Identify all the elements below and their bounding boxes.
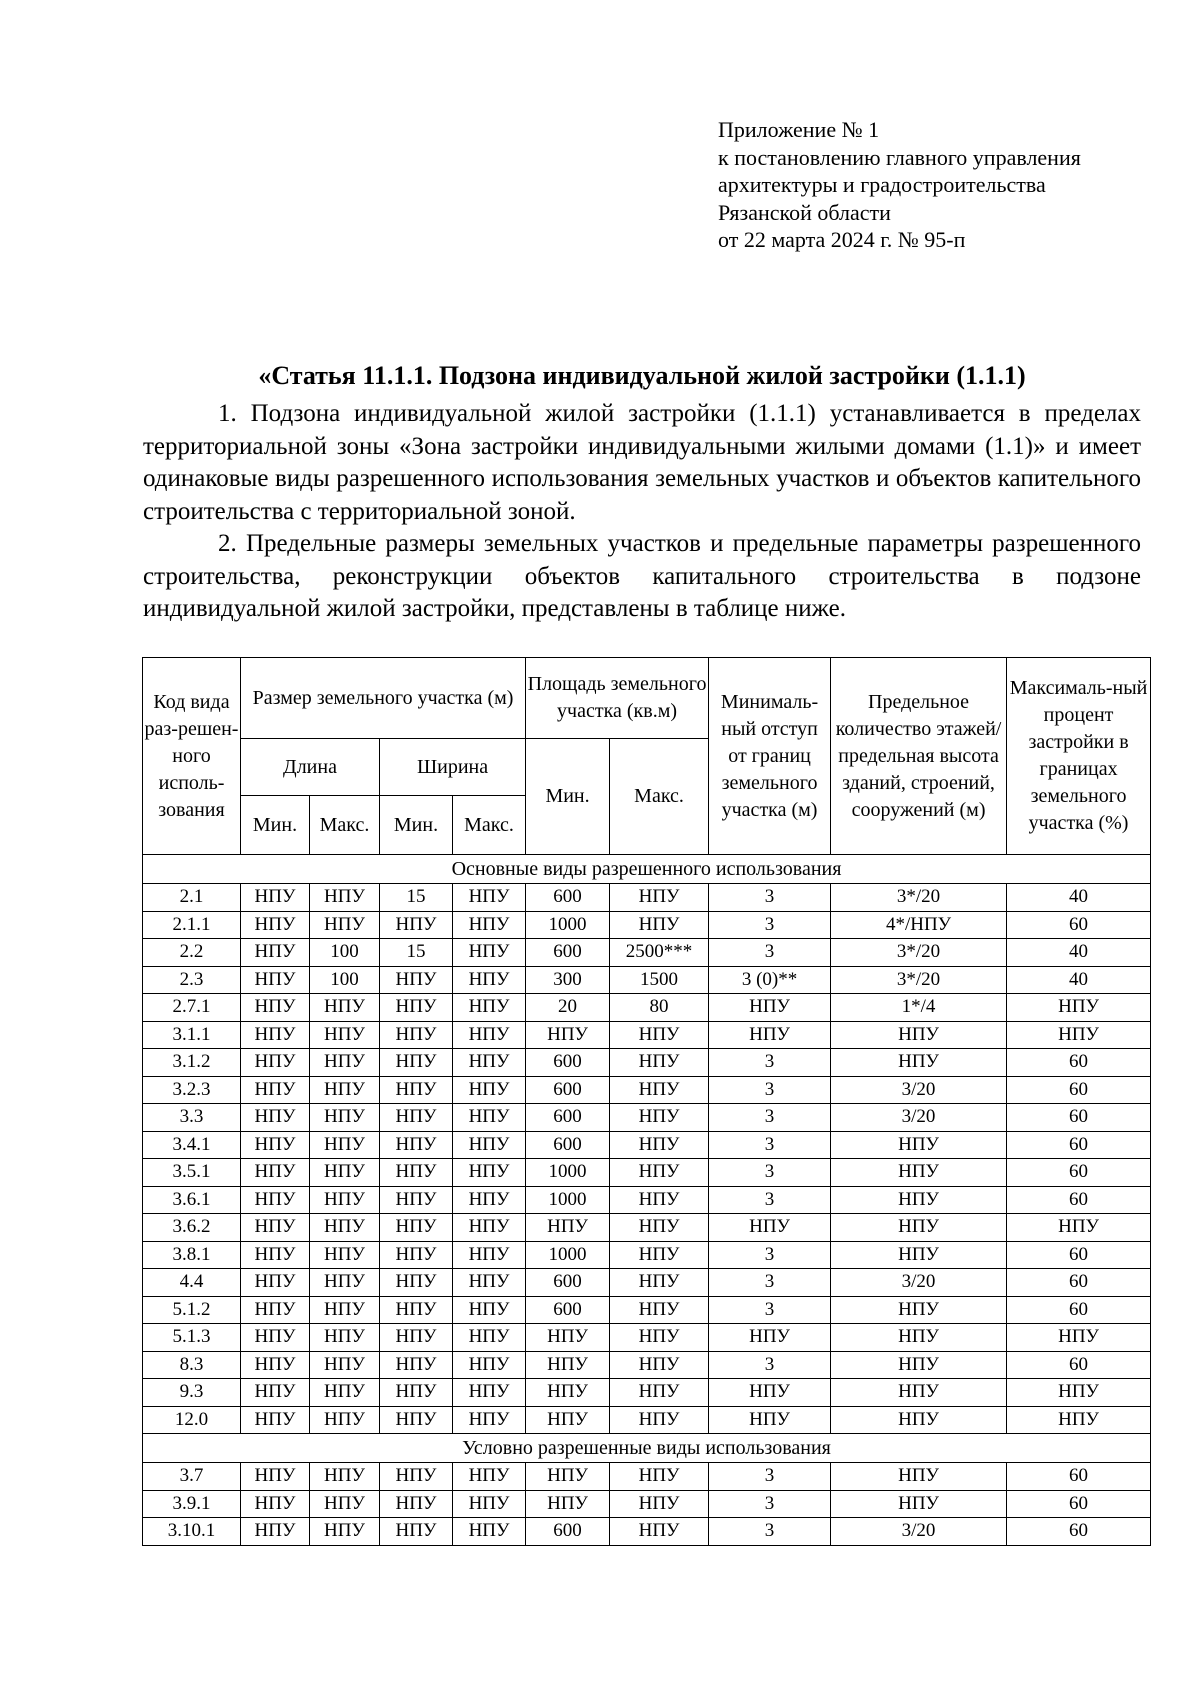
table-cell: НПУ <box>241 994 310 1022</box>
table-cell: НПУ <box>831 1296 1007 1324</box>
table-cell: НПУ <box>831 1131 1007 1159</box>
table-cell: НПУ <box>241 1131 310 1159</box>
table-cell: НПУ <box>241 1214 310 1242</box>
header-setback: Минималь-ный отступ от границ земельного участка (м) <box>709 658 831 855</box>
table-cell: НПУ <box>610 1104 709 1132</box>
table-row <box>143 1406 1151 1434</box>
table-cell: 3 <box>709 1518 831 1546</box>
table-cell: 600 <box>526 1131 610 1159</box>
table-cell: НПУ <box>610 1049 709 1077</box>
table-cell: НПУ <box>310 1379 380 1407</box>
row-code-cell: 2.1 <box>143 884 241 912</box>
table-cell: НПУ <box>610 911 709 939</box>
table-cell: 1000 <box>526 1186 610 1214</box>
table-cell: НПУ <box>310 1463 380 1491</box>
table-cell: НПУ <box>610 1241 709 1269</box>
section-row <box>143 855 1151 884</box>
table-cell: НПУ <box>380 1490 453 1518</box>
table-cell: 3 <box>709 1131 831 1159</box>
table-cell: 600 <box>526 939 610 967</box>
table-cell: НПУ <box>610 1076 709 1104</box>
table-cell: НПУ <box>526 1490 610 1518</box>
table-cell: НПУ <box>241 1490 310 1518</box>
table-cell: НПУ <box>610 1186 709 1214</box>
table-cell: НПУ <box>610 1214 709 1242</box>
table-cell: НПУ <box>380 1296 453 1324</box>
table-cell: 3 <box>709 911 831 939</box>
table-cell: НПУ <box>526 1324 610 1352</box>
table-cell: 4*/НПУ <box>831 911 1007 939</box>
table-cell: 3 <box>709 1241 831 1269</box>
table-cell: НПУ <box>380 1351 453 1379</box>
table-cell: НПУ <box>709 1021 831 1049</box>
article-body <box>143 398 1141 626</box>
header-length-min: Мин. <box>241 796 310 855</box>
table-cell: НПУ <box>453 1241 526 1269</box>
table-row <box>143 1518 1151 1546</box>
section-row <box>143 1434 1151 1463</box>
table-cell: НПУ <box>380 1269 453 1297</box>
table-cell: НПУ <box>610 1518 709 1546</box>
table-cell: НПУ <box>831 1214 1007 1242</box>
header-length-max: Макс. <box>310 796 380 855</box>
table-row <box>143 1104 1151 1132</box>
table-cell: НПУ <box>709 994 831 1022</box>
table-row <box>143 1463 1151 1491</box>
row-code-cell: 5.1.3 <box>143 1324 241 1352</box>
table-cell: НПУ <box>831 1351 1007 1379</box>
table-cell: 60 <box>1007 1049 1151 1077</box>
table-row <box>143 1214 1151 1242</box>
table-cell: 600 <box>526 884 610 912</box>
table-cell: 2500*** <box>610 939 709 967</box>
table-cell: НПУ <box>310 1214 380 1242</box>
table-cell: 3 <box>709 1049 831 1077</box>
table-row <box>143 1351 1151 1379</box>
table-row <box>143 1131 1151 1159</box>
table-cell: 600 <box>526 1296 610 1324</box>
table-cell: 3/20 <box>831 1269 1007 1297</box>
table-cell: НПУ <box>453 1131 526 1159</box>
table-cell: 60 <box>1007 1296 1151 1324</box>
table-cell: НПУ <box>610 1463 709 1491</box>
table-cell: НПУ <box>241 884 310 912</box>
table-cell: 1000 <box>526 911 610 939</box>
row-code-cell: 2.2 <box>143 939 241 967</box>
section-title: Условно разрешенные виды использования <box>143 1434 1151 1463</box>
table-cell: НПУ <box>380 1463 453 1491</box>
table-cell: НПУ <box>831 1324 1007 1352</box>
paragraph-1: 1. Подзона индивидуальной жилой застройки (1.1.1) устанавливается в пределах территориальной зоны «Зона застройки индивидуальными жилыми домами (1.1)» и имеет одинаковые виды разрешенного использования земельных участков и объектов капительного строительства с территориальной зоной. <box>143 400 1141 525</box>
table-row <box>143 1159 1151 1187</box>
table-cell: НПУ <box>610 1351 709 1379</box>
table-cell: НПУ <box>1007 1406 1151 1434</box>
table-row <box>143 1049 1151 1077</box>
section-title: Основные виды разрешенного использования <box>143 855 1151 884</box>
table-cell: НПУ <box>453 1076 526 1104</box>
header-coverage: Максималь-ный процент застройки в границах земельного участка (%) <box>1007 658 1151 855</box>
table-cell: 3 <box>709 1186 831 1214</box>
table-body <box>143 855 1151 1546</box>
table-cell: НПУ <box>310 1049 380 1077</box>
table-cell: НПУ <box>1007 1214 1151 1242</box>
table-row <box>143 1296 1151 1324</box>
row-code-cell: 2.3 <box>143 966 241 994</box>
table-cell: 600 <box>526 1049 610 1077</box>
table-cell: НПУ <box>610 1490 709 1518</box>
row-code-cell: 3.8.1 <box>143 1241 241 1269</box>
table-cell: 3*/20 <box>831 966 1007 994</box>
table-cell: НПУ <box>526 1379 610 1407</box>
table-cell: НПУ <box>526 1463 610 1491</box>
table-cell: 3/20 <box>831 1104 1007 1132</box>
table-cell: НПУ <box>380 1021 453 1049</box>
table-cell: НПУ <box>380 1049 453 1077</box>
table-cell: НПУ <box>241 1021 310 1049</box>
table-row <box>143 966 1151 994</box>
table-cell: НПУ <box>453 1406 526 1434</box>
table-cell: НПУ <box>310 1324 380 1352</box>
table-cell: 40 <box>1007 966 1151 994</box>
table-cell: 3 <box>709 1104 831 1132</box>
table-cell: НПУ <box>453 1021 526 1049</box>
table-cell: НПУ <box>709 1379 831 1407</box>
table-cell: 60 <box>1007 1159 1151 1187</box>
row-code-cell: 8.3 <box>143 1351 241 1379</box>
table-cell: НПУ <box>380 1518 453 1546</box>
table-cell: НПУ <box>241 1379 310 1407</box>
table-cell: НПУ <box>241 1406 310 1434</box>
row-code-cell: 9.3 <box>143 1379 241 1407</box>
table-row <box>143 1076 1151 1104</box>
appendix-block <box>718 116 1081 254</box>
table-cell: НПУ <box>380 1159 453 1187</box>
table-cell: 15 <box>380 884 453 912</box>
table-cell: НПУ <box>831 1490 1007 1518</box>
table-cell: НПУ <box>526 1406 610 1434</box>
header-plot-size: Размер земельного участка (м) <box>241 658 526 739</box>
table-cell: 3 <box>709 1159 831 1187</box>
header-area: Площадь земельного участка (кв.м) <box>526 658 709 739</box>
table-cell: 600 <box>526 1269 610 1297</box>
table-cell: НПУ <box>241 939 310 967</box>
table-cell: НПУ <box>241 1269 310 1297</box>
table-row <box>143 939 1151 967</box>
table-cell: НПУ <box>380 1379 453 1407</box>
table-cell: 3 <box>709 884 831 912</box>
table-cell: НПУ <box>1007 1379 1151 1407</box>
table-cell: 3 (0)** <box>709 966 831 994</box>
table-cell: НПУ <box>526 1021 610 1049</box>
table-cell: НПУ <box>310 1131 380 1159</box>
table-cell: НПУ <box>310 1159 380 1187</box>
row-code-cell: 5.1.2 <box>143 1296 241 1324</box>
table-cell: 40 <box>1007 884 1151 912</box>
table-cell: НПУ <box>453 1324 526 1352</box>
header-area-max: Макс. <box>610 739 709 855</box>
table-cell: НПУ <box>241 1463 310 1491</box>
table-cell: НПУ <box>831 1049 1007 1077</box>
row-code-cell: 3.3 <box>143 1104 241 1132</box>
table-cell: НПУ <box>310 1296 380 1324</box>
header-length: Длина <box>241 739 380 796</box>
table-cell: НПУ <box>380 994 453 1022</box>
row-code-cell: 12.0 <box>143 1406 241 1434</box>
table-cell: НПУ <box>831 1241 1007 1269</box>
table-cell: 1000 <box>526 1159 610 1187</box>
table-cell: НПУ <box>453 1490 526 1518</box>
table-cell: 3*/20 <box>831 884 1007 912</box>
table-cell: 60 <box>1007 1269 1151 1297</box>
table-cell: НПУ <box>453 1104 526 1132</box>
row-code-cell: 3.9.1 <box>143 1490 241 1518</box>
table-cell: 60 <box>1007 1076 1151 1104</box>
table-cell: НПУ <box>831 1159 1007 1187</box>
table-cell: 20 <box>526 994 610 1022</box>
table-cell: НПУ <box>310 1104 380 1132</box>
table-cell: 60 <box>1007 911 1151 939</box>
row-code-cell: 3.5.1 <box>143 1159 241 1187</box>
table-row <box>143 1186 1151 1214</box>
table-cell: НПУ <box>310 1490 380 1518</box>
table-cell: НПУ <box>380 1214 453 1242</box>
row-code-cell: 4.4 <box>143 1269 241 1297</box>
table-cell: НПУ <box>453 1463 526 1491</box>
table-row <box>143 1490 1151 1518</box>
table-cell: НПУ <box>380 1324 453 1352</box>
appendix-line: от 22 марта 2024 г. № 95-п <box>718 227 966 252</box>
table-cell: 100 <box>310 939 380 967</box>
table-cell: 60 <box>1007 1463 1151 1491</box>
table-row <box>143 1021 1151 1049</box>
table-cell: НПУ <box>310 1076 380 1104</box>
table-cell: НПУ <box>610 1296 709 1324</box>
table-cell: НПУ <box>453 939 526 967</box>
table-cell: НПУ <box>709 1406 831 1434</box>
header-width-min: Мин. <box>380 796 453 855</box>
table-cell: НПУ <box>310 1241 380 1269</box>
header-floors: Предельное количество этажей/ предельная высота зданий, строений, сооружений (м) <box>831 658 1007 855</box>
appendix-line: Рязанской области <box>718 199 891 225</box>
table-cell: 1500 <box>610 966 709 994</box>
table-cell: 1000 <box>526 1241 610 1269</box>
row-code-cell: 3.4.1 <box>143 1131 241 1159</box>
table-cell: НПУ <box>380 1186 453 1214</box>
table-cell: 3/20 <box>831 1076 1007 1104</box>
table-cell: НПУ <box>453 994 526 1022</box>
table-cell: НПУ <box>241 1104 310 1132</box>
table-cell: НПУ <box>380 911 453 939</box>
table-row <box>143 1324 1151 1352</box>
table-cell: 40 <box>1007 939 1151 967</box>
table-cell: 60 <box>1007 1351 1151 1379</box>
table-cell: НПУ <box>241 911 310 939</box>
table-cell: НПУ <box>241 1518 310 1546</box>
table-cell: 3/20 <box>831 1518 1007 1546</box>
table-cell: НПУ <box>310 911 380 939</box>
paragraph-2: 2. Предельные размеры земельных участков и предельные параметры разрешенного строительства, реконструкции объектов капитального строительства в подзоне индивидуальной жилой застройки, представлены в таблице ниже. <box>143 530 1141 622</box>
table-cell: НПУ <box>241 1296 310 1324</box>
appendix-line: архитектуры и градостроительства <box>718 172 1046 197</box>
table-cell: НПУ <box>380 1076 453 1104</box>
table-cell: НПУ <box>526 1351 610 1379</box>
table-cell: НПУ <box>310 994 380 1022</box>
table-cell: 3 <box>709 1076 831 1104</box>
table-cell: 60 <box>1007 1490 1151 1518</box>
table-cell: НПУ <box>241 1186 310 1214</box>
table-cell: НПУ <box>1007 994 1151 1022</box>
appendix-line: Приложение № 1 <box>718 117 880 142</box>
table-cell: 60 <box>1007 1518 1151 1546</box>
table-cell: 600 <box>526 1104 610 1132</box>
table-cell: НПУ <box>380 1241 453 1269</box>
table-cell: 3 <box>709 939 831 967</box>
table-cell: 600 <box>526 1518 610 1546</box>
row-code-cell: 3.6.2 <box>143 1214 241 1242</box>
table-cell: НПУ <box>709 1214 831 1242</box>
table-cell: 100 <box>310 966 380 994</box>
table-cell: НПУ <box>453 1214 526 1242</box>
table-cell: НПУ <box>453 1186 526 1214</box>
table-cell: НПУ <box>241 1324 310 1352</box>
table-cell: 3*/20 <box>831 939 1007 967</box>
table-cell: НПУ <box>453 1518 526 1546</box>
row-code-cell: 2.1.1 <box>143 911 241 939</box>
row-code-cell: 3.1.2 <box>143 1049 241 1077</box>
table-cell: НПУ <box>610 1159 709 1187</box>
table-row <box>143 884 1151 912</box>
table-cell: НПУ <box>310 1518 380 1546</box>
table-cell: 60 <box>1007 1104 1151 1132</box>
table-cell: НПУ <box>610 884 709 912</box>
table-cell: НПУ <box>310 1406 380 1434</box>
table-cell: 3 <box>709 1351 831 1379</box>
table-row <box>143 994 1151 1022</box>
table-cell: 3 <box>709 1490 831 1518</box>
table-cell: НПУ <box>610 1131 709 1159</box>
table-cell: 600 <box>526 1076 610 1104</box>
table-cell: 3 <box>709 1269 831 1297</box>
table-cell: НПУ <box>831 1463 1007 1491</box>
appendix-line: к постановлению главного управления <box>718 144 1081 170</box>
table-cell: НПУ <box>310 1186 380 1214</box>
table-cell: НПУ <box>610 1379 709 1407</box>
table-cell: НПУ <box>453 1269 526 1297</box>
header-code: Код вида раз-решен-ного исполь-зования <box>143 658 241 855</box>
table-cell: 60 <box>1007 1131 1151 1159</box>
table-cell: НПУ <box>310 1021 380 1049</box>
table-cell: НПУ <box>453 1049 526 1077</box>
table-cell: НПУ <box>453 1379 526 1407</box>
table-cell: НПУ <box>310 1351 380 1379</box>
header-width: Ширина <box>380 739 526 796</box>
table-cell: НПУ <box>380 1406 453 1434</box>
table-row <box>143 1269 1151 1297</box>
row-code-cell: 3.7 <box>143 1463 241 1491</box>
table-cell: НПУ <box>831 1186 1007 1214</box>
table-cell: НПУ <box>310 884 380 912</box>
table-cell: НПУ <box>610 1406 709 1434</box>
table-cell: НПУ <box>241 1076 310 1104</box>
table-row <box>143 911 1151 939</box>
table-cell: НПУ <box>310 1269 380 1297</box>
table-cell: 1*/4 <box>831 994 1007 1022</box>
parameters-table <box>142 657 1151 1546</box>
table-cell: НПУ <box>831 1406 1007 1434</box>
table-cell: НПУ <box>610 1324 709 1352</box>
table-cell: 60 <box>1007 1241 1151 1269</box>
table-cell: НПУ <box>610 1021 709 1049</box>
header-area-min: Мин. <box>526 739 610 855</box>
table-cell: НПУ <box>831 1021 1007 1049</box>
table-cell: 60 <box>1007 1186 1151 1214</box>
row-code-cell: 2.7.1 <box>143 994 241 1022</box>
row-code-cell: 3.6.1 <box>143 1186 241 1214</box>
table-cell: НПУ <box>241 1049 310 1077</box>
header-width-max: Макс. <box>453 796 526 855</box>
table-cell: НПУ <box>380 1131 453 1159</box>
table-cell: 15 <box>380 939 453 967</box>
table-row <box>143 1241 1151 1269</box>
table-cell: НПУ <box>610 1269 709 1297</box>
table-row <box>143 1379 1151 1407</box>
table-cell: НПУ <box>241 1351 310 1379</box>
table-cell: НПУ <box>1007 1324 1151 1352</box>
table-cell: 80 <box>610 994 709 1022</box>
row-code-cell: 3.1.1 <box>143 1021 241 1049</box>
table-cell: НПУ <box>241 1159 310 1187</box>
table-cell: 3 <box>709 1296 831 1324</box>
article-title: «Статья 11.1.1. Подзона индивидуальной жилой застройки (1.1.1) <box>258 361 1026 390</box>
table-cell: НПУ <box>453 1159 526 1187</box>
table-cell: 3 <box>709 1463 831 1491</box>
table-cell: НПУ <box>453 884 526 912</box>
row-code-cell: 3.2.3 <box>143 1076 241 1104</box>
table-cell: НПУ <box>453 966 526 994</box>
table-cell: НПУ <box>709 1324 831 1352</box>
table-cell: НПУ <box>831 1379 1007 1407</box>
table-cell: НПУ <box>380 966 453 994</box>
table-cell: НПУ <box>241 966 310 994</box>
table-cell: НПУ <box>1007 1021 1151 1049</box>
table-cell: НПУ <box>526 1214 610 1242</box>
table-cell: НПУ <box>453 1296 526 1324</box>
table-cell: 300 <box>526 966 610 994</box>
table-cell: НПУ <box>453 1351 526 1379</box>
table-cell: НПУ <box>380 1104 453 1132</box>
table-cell: НПУ <box>241 1241 310 1269</box>
table-cell: НПУ <box>453 911 526 939</box>
row-code-cell: 3.10.1 <box>143 1518 241 1546</box>
